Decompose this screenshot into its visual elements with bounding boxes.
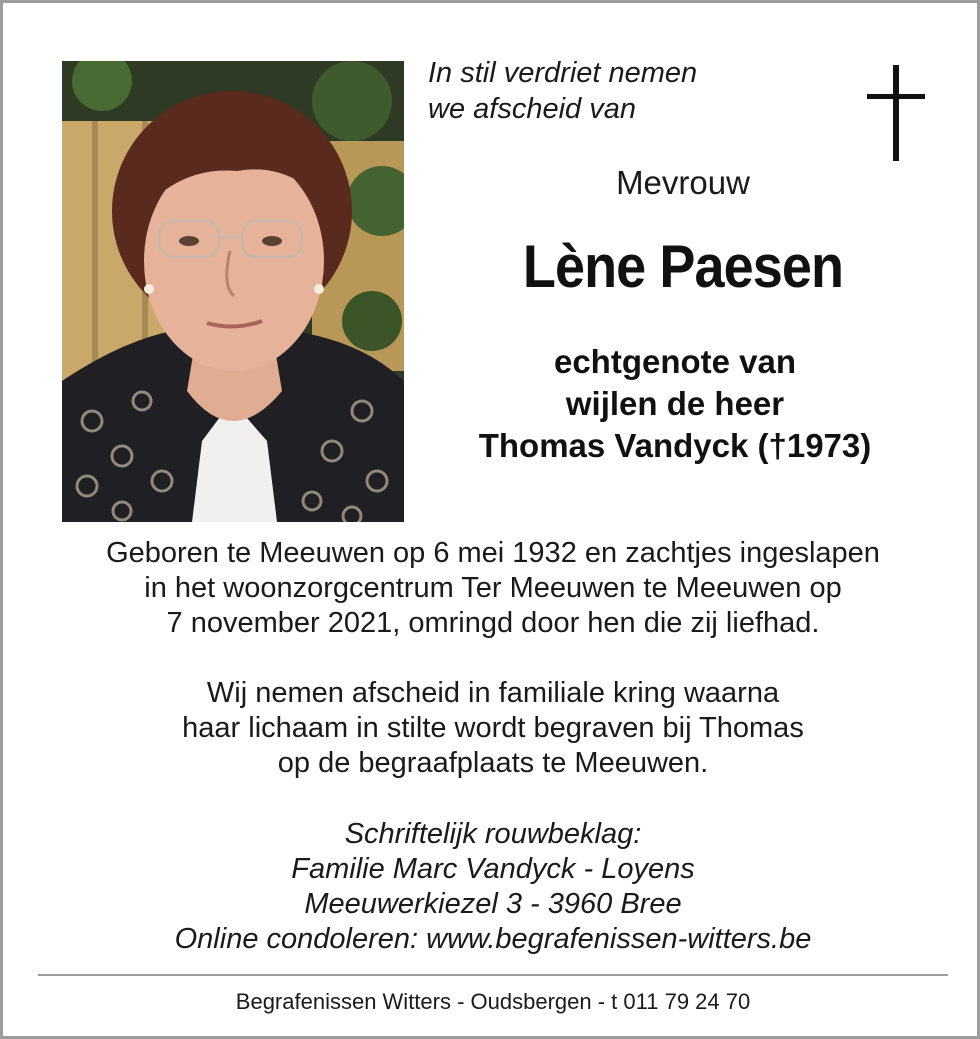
birth-line-3: 7 november 2021, omringd door hen die zij liefhad. — [166, 607, 820, 639]
funeral-line-3: op de begraafplaats te Meeuwen. — [277, 747, 709, 779]
intro-text — [428, 55, 808, 127]
condolences-online-link[interactable]: Online condoleren: www.begrafenissen-witters.be — [174, 923, 812, 955]
deceased-name: Lène Paesen — [522, 233, 844, 300]
birth-line-1: Geboren te Meeuwen op 6 mei 1932 en zachtjes ingeslapen — [106, 537, 880, 569]
condolences-address: Meeuwerkiezel 3 - 3960 Bree — [304, 888, 682, 920]
intro-line-2: we afscheid van — [428, 93, 636, 125]
spouse-line-3: Thomas Vandyck (†1973) — [478, 427, 872, 464]
footer-divider — [38, 974, 948, 976]
spouse-line-2: wijlen de heer — [565, 385, 785, 422]
spouse-info — [433, 341, 917, 467]
intro-line-1: In stil verdriet nemen — [428, 57, 698, 89]
condolences-heading: Schriftelijk rouwbeklag: — [344, 818, 642, 850]
funeral-line-1: Wij nemen afscheid in familiale kring waarna — [206, 677, 780, 709]
birth-death-paragraph — [43, 536, 943, 641]
salutation: Mevrouw — [616, 164, 750, 201]
spouse-line-1: echtgenote van — [553, 343, 797, 380]
birth-line-2: in het woonzorgcentrum Ter Meeuwen te Meeuwen op — [144, 572, 842, 604]
condolences-block — [43, 817, 943, 957]
latin-cross-icon — [867, 65, 927, 163]
condolences-family: Familie Marc Vandyck - Loyens — [291, 853, 695, 885]
funeral-paragraph — [43, 676, 943, 781]
funeral-home-footer: Begrafenissen Witters - Oudsbergen - t 011 79 24 70 — [235, 989, 751, 1014]
portrait-photo — [62, 61, 404, 522]
funeral-line-2: haar lichaam in stilte wordt begraven bij Thomas — [182, 712, 804, 744]
